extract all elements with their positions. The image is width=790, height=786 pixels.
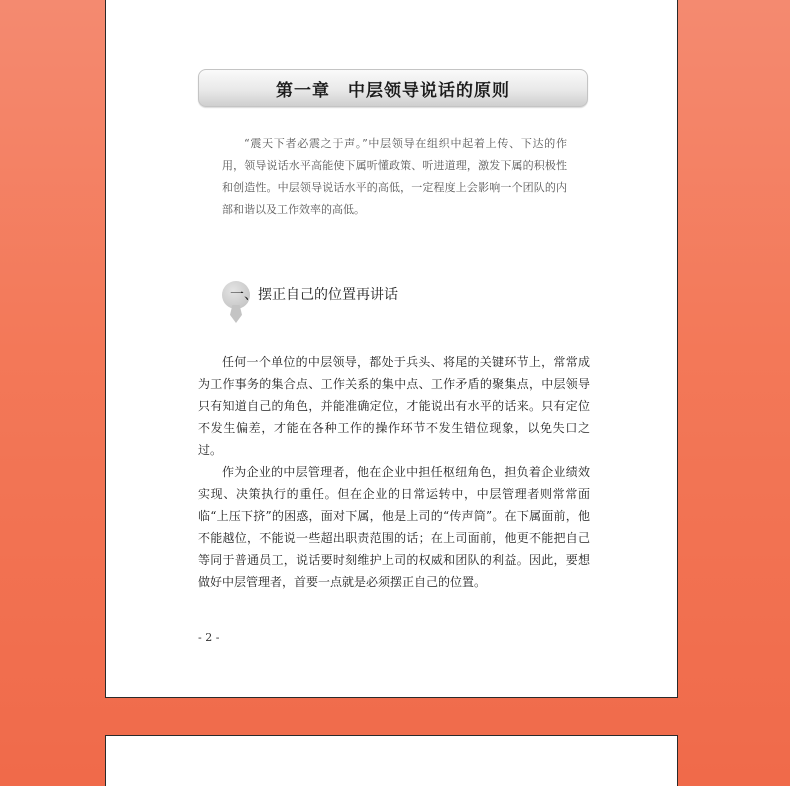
- book-page: [105, 0, 678, 698]
- section-heading: [222, 281, 522, 325]
- body-paragraph: 任何一个单位的中层领导，都处于兵头、将尾的关键环节上，常常成为工作事务的集合点、工作关系的集中点、工作矛盾的聚集点，中层领导只有知道自己的角色，并能准确定位，才能说出有水平的话来。只有定位不发生偏差，才能在各种工作的操作环节不发生错位现象，以免失口之过。: [198, 355, 590, 457]
- body-paragraph: 作为企业的中层管理者，他在企业中担任枢纽角色，担负着企业绩效实现、决策执行的重任。但在企业的日常运转中，中层管理者则常常面临“上压下挤”的困惑，面对下属，他是上司的“传声筒”。在下属面前，他不能越位，不能说一些超出职责范围的话；在上司面前，他更不能把自己等同于普通员工，说话要时刻维护上司的权威和团队的利益。因此，要想做好中层管理者，首要一点就是必须摆正自己的位置。: [198, 465, 590, 589]
- next-book-page: [105, 735, 678, 786]
- page-number: - 2 -: [198, 631, 220, 644]
- section-bullet-tail-icon: [230, 305, 242, 323]
- chapter-banner: [198, 69, 588, 107]
- section-title: 一、摆正自己的位置再讲话: [230, 287, 398, 303]
- chapter-intro: “震天下者必震之于声。”中层领导在组织中起着上传、下达的作用，领导说话水平高能使下属听懂政策、听进道理，激发下属的积极性和创造性。中层领导说话水平的高低，一定程度上会影响一个团队的内部和谐以及工作效率的高低。: [222, 137, 567, 216]
- body-text: [198, 351, 590, 593]
- chapter-title: 第一章 中层领导说话的原则: [276, 80, 510, 101]
